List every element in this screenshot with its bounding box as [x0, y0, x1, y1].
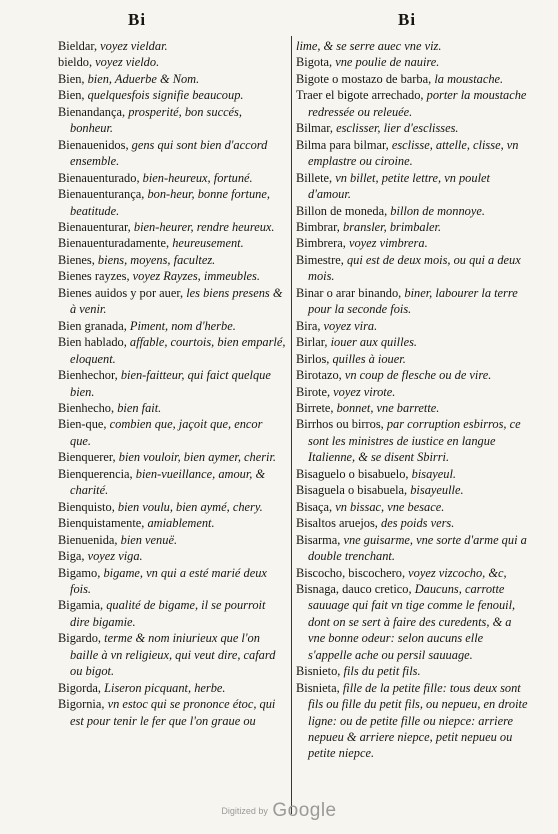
- entry-headword: Bienes,: [58, 252, 95, 267]
- entry-definition: bien voulu, bien aymé, chery.: [114, 499, 263, 514]
- entry-headword: Traer el bigote arrechado,: [296, 88, 424, 103]
- dictionary-entry: [296, 235, 528, 251]
- entry-definition: voyez vieldar.: [97, 39, 168, 53]
- dictionary-entry: [296, 663, 528, 679]
- entry-headword: Bienes rayzes,: [58, 269, 130, 284]
- dictionary-entry: [296, 120, 528, 136]
- entry-definition: amiablement.: [144, 516, 215, 531]
- dictionary-entry: [296, 334, 528, 350]
- entry-definition: Liseron picquant, herbe.: [101, 680, 226, 695]
- entry-definition: combien que, jaçoit que, encor que.: [70, 417, 263, 448]
- dictionary-entry: [296, 318, 528, 334]
- entry-headword: Bimestre,: [296, 252, 344, 267]
- dictionary-entry: [58, 696, 286, 729]
- entry-headword: Birotazo,: [296, 368, 342, 383]
- entry-headword: Bigota,: [296, 55, 333, 70]
- dictionary-entry: [58, 170, 286, 186]
- entry-headword: Birote,: [296, 384, 331, 399]
- entry-headword: Bienhechor,: [58, 368, 118, 383]
- entry-definition: vn estoc qui se prononce étoc, qui est pour tenir le fer que l'on graue ou: [70, 697, 276, 728]
- entry-headword: Bien-que,: [58, 417, 107, 432]
- dictionary-entry: [58, 515, 286, 531]
- entry-definition: par corruption esbirros, ce sont les ministres de iustice en langue Italienne, & se disent Sbirri.: [308, 417, 521, 465]
- dictionary-entry: [58, 87, 286, 103]
- entry-definition: biner, labourer la terre pour la seconde fois.: [308, 285, 518, 317]
- dictionary-entry: [296, 38, 528, 54]
- entry-headword: Bigornia,: [58, 697, 105, 712]
- entry-definition: affable, courtois, bien emparlé, eloquent.: [70, 335, 286, 366]
- dictionary-entry: [58, 318, 286, 334]
- dictionary-entry: [296, 416, 528, 465]
- entry-headword: Binar o arar binando,: [296, 285, 402, 300]
- entry-definition: vn bissac, vne besace.: [332, 499, 445, 514]
- entry-definition: quilles à iouer.: [329, 351, 406, 366]
- entry-definition: fille de la petite fille: tous deux sont fils ou fille du petit fils, ou nepueu, en droite ligne: ou de petite fille ou niepce: arriere nepueu & arriere niepce, petit nepueu ou petite niepce.: [308, 680, 528, 761]
- dictionary-entry: [296, 565, 528, 581]
- entry-headword: Bilmar,: [296, 121, 334, 136]
- dictionary-entry: [296, 466, 528, 482]
- dictionary-entry: [58, 54, 286, 70]
- dictionary-entry: [58, 466, 286, 499]
- entry-headword: Bienauenidos,: [58, 137, 129, 152]
- entry-definition: quelquesfois signifie beaucoup.: [84, 88, 244, 103]
- dictionary-entry: [58, 219, 286, 235]
- dictionary-entry: [58, 285, 286, 318]
- dictionary-entry: [58, 499, 286, 515]
- entry-headword: Bisaguela o bisabuela,: [296, 483, 408, 498]
- entry-headword: Bien,: [58, 88, 85, 103]
- entry-definition: biens, moyens, facultez.: [94, 252, 216, 267]
- entry-definition: esclisse, attelle, clisse, vn emplastre ou ciroine.: [308, 137, 519, 169]
- entry-headword: Birrete,: [296, 400, 334, 415]
- entry-headword: Bienuenida,: [58, 532, 118, 547]
- entry-headword: Bisaça,: [296, 499, 333, 514]
- entry-headword: Bilma para bilmar,: [296, 137, 389, 152]
- entry-headword: Bienauenturança,: [58, 187, 145, 202]
- running-head-left: Bi: [128, 10, 147, 29]
- entry-headword: Billon de moneda,: [296, 203, 388, 218]
- dictionary-entry: [296, 351, 528, 367]
- dictionary-entry: [58, 367, 286, 400]
- entry-headword: Bigorda,: [58, 680, 102, 695]
- entry-headword: Bira,: [296, 318, 321, 333]
- dictionary-entry: [296, 203, 528, 219]
- dictionary-entry: [58, 104, 286, 137]
- entry-definition: bien-heureux, fortuné.: [139, 170, 253, 185]
- dictionary-entry: [296, 54, 528, 70]
- entry-headword: Bien hablado,: [58, 335, 127, 350]
- entry-headword: Bienquistamente,: [58, 516, 145, 531]
- dictionary-entry: [296, 515, 528, 531]
- entry-definition: voyez Rayzes, immeubles.: [129, 269, 260, 284]
- entry-definition: voyez vira.: [320, 318, 378, 333]
- dictionary-entry: [58, 565, 286, 598]
- dictionary-entry: [58, 548, 286, 564]
- digitized-by-label: Digitized by: [221, 806, 268, 816]
- entry-headword: Bisaguelo o bisabuelo,: [296, 466, 409, 481]
- entry-headword: Bienquisto,: [58, 499, 115, 514]
- entry-headword: Bisnaga, dauco cretico,: [296, 581, 412, 596]
- dictionary-entry: [58, 597, 286, 630]
- dictionary-entry: [296, 87, 528, 120]
- entry-definition: bonnet, vne barrette.: [333, 400, 440, 415]
- entry-headword: Bienquerer,: [58, 450, 116, 465]
- entry-definition: iouer aux quilles.: [327, 335, 417, 350]
- dictionary-entry: [58, 38, 286, 54]
- entry-headword: Bienauenturado,: [58, 170, 140, 185]
- entry-definition: Daucuns, carrotte sauuage qui fait vn tige comme le fenouil, dont on se sert à faire des curedents, & a vne bonne odeur: selon aucuns elle s'appelle ache ou persil sauuage.: [308, 581, 516, 662]
- entry-headword: bieldo,: [58, 55, 93, 70]
- entry-definition: vn billet, petite lettre, vn poulet d'amour.: [308, 170, 490, 202]
- dictionary-entry: [296, 252, 528, 285]
- entry-headword: Bisnieto,: [296, 664, 341, 679]
- dictionary-entry: [296, 482, 528, 498]
- entry-definition: bon-heur, bonne fortune, beatitude.: [70, 187, 270, 218]
- entry-definition: vne guisarme, vne sorte d'arme qui a double trenchant.: [308, 532, 527, 564]
- dictionary-entry: [296, 680, 528, 762]
- entry-headword: Birlos,: [296, 351, 330, 366]
- dictionary-entry: [296, 532, 528, 565]
- entry-headword: Bienandança,: [58, 104, 126, 119]
- left-column: [58, 38, 286, 729]
- entry-definition: voyez vizcocho, &c,: [405, 565, 507, 580]
- dictionary-entry: [296, 71, 528, 87]
- entry-headword: Bimbrera,: [296, 236, 346, 251]
- entry-definition: bien fait.: [114, 400, 162, 415]
- entry-headword: Bigote o mostazo de barba,: [296, 71, 432, 86]
- entry-definition: bisayeulle.: [407, 483, 464, 498]
- dictionary-entry: [296, 219, 528, 235]
- entry-definition: billon de monnoye.: [387, 203, 485, 218]
- entry-headword: Bigamia,: [58, 598, 104, 613]
- dictionary-entry: [296, 285, 528, 318]
- entry-headword: Bigardo,: [58, 631, 102, 646]
- dictionary-entry: [296, 367, 528, 383]
- entry-definition: gens qui sont bien d'accord ensemble.: [70, 137, 268, 169]
- entry-definition: voyez virote.: [330, 384, 396, 399]
- entry-headword: Bienes auidos y por auer,: [58, 285, 184, 300]
- entry-headword: Bieldar,: [58, 39, 98, 53]
- entry-definition: voyez vieldo.: [92, 55, 160, 70]
- entry-definition: bien vouloir, bien aymer, cherir.: [115, 450, 277, 465]
- dictionary-entry: [296, 400, 528, 416]
- dictionary-entry: [58, 334, 286, 367]
- dictionary-entry: [58, 137, 286, 170]
- dictionary-entry: [58, 630, 286, 679]
- entry-definition: les biens presens & à venir.: [70, 285, 283, 317]
- entry-definition: voyez viga.: [84, 549, 143, 564]
- entry-definition: bisayeul.: [408, 466, 457, 481]
- dictionary-entry: [58, 186, 286, 219]
- entry-definition: des poids vers.: [377, 516, 455, 531]
- entry-definition: Piment, nom d'herbe.: [126, 318, 236, 333]
- entry-definition: heureusement.: [169, 236, 244, 251]
- entry-headword: Bisnieta,: [296, 680, 340, 695]
- entry-definition: bien-faitteur, qui faict quelque bien.: [70, 368, 271, 399]
- running-head-right: Bi: [398, 10, 417, 29]
- entry-headword: Bienhecho,: [58, 400, 115, 415]
- entry-headword: Bisarma,: [296, 532, 341, 547]
- entry-headword: Bienquerencia,: [58, 466, 133, 481]
- entry-definition: bien-vueillance, amour, & charité.: [70, 466, 266, 498]
- google-wordmark: Google: [272, 800, 337, 821]
- entry-headword: Bisaltos aruejos,: [296, 516, 378, 531]
- dictionary-entry: [58, 449, 286, 465]
- dictionary-entry: [58, 235, 286, 251]
- entry-definition: terme & nom iniurieux que l'on baille à vn religieux, qui veut dire, cafard ou bigot.: [70, 631, 276, 679]
- dictionary-entry: [296, 499, 528, 515]
- entry-headword: Bimbrar,: [296, 219, 340, 234]
- dictionary-entry: [58, 532, 286, 548]
- dictionary-entry: [58, 400, 286, 416]
- dictionary-entry: [296, 170, 528, 203]
- digitization-watermark: [0, 800, 558, 822]
- entry-definition: porter la moustache redressée ou releuée.: [308, 88, 527, 119]
- entry-definition: bransler, brimbaler.: [339, 219, 442, 234]
- entry-definition: fils du petit fils.: [340, 664, 421, 679]
- entry-headword: Biga,: [58, 549, 85, 564]
- dictionary-entry: [58, 252, 286, 268]
- dictionary-entry: [296, 137, 528, 170]
- entry-headword: Billete,: [296, 170, 333, 185]
- dictionary-entry: [58, 680, 286, 696]
- dictionary-entry: [296, 384, 528, 400]
- entry-headword: Bien,: [58, 71, 85, 86]
- entry-definition: bigame, vn qui a esté marié deux fois.: [70, 565, 267, 596]
- entry-headword: Birlar,: [296, 335, 328, 350]
- entry-definition: bien venuë.: [117, 532, 178, 547]
- dictionary-entry: [58, 416, 286, 449]
- dictionary-entry: [296, 581, 528, 663]
- entry-definition: vn coup de flesche ou de vire.: [341, 368, 492, 383]
- right-column: [296, 38, 528, 762]
- entry-definition: bien, Aduerbe & Nom.: [84, 71, 200, 86]
- entry-definition: qui est de deux mois, ou qui a deux mois.: [308, 252, 521, 284]
- entry-definition: qualité de bigame, il se pourroit dire bigamie.: [70, 598, 266, 629]
- entry-definition: bien-heurer, rendre heureux.: [130, 219, 275, 234]
- entry-headword: Bigamo,: [58, 565, 101, 580]
- entry-definition: la moustache.: [431, 71, 504, 86]
- entry-definition: prosperité, bon succés, bonheur.: [70, 104, 242, 136]
- dictionary-entry: [58, 268, 286, 284]
- entry-definition: voyez vimbrera.: [345, 236, 428, 251]
- entry-definition: esclisser, lier d'esclisses.: [333, 121, 459, 136]
- dictionary-entry: [58, 71, 286, 87]
- column-divider: [291, 36, 292, 814]
- entry-headword: Birrhos ou birros,: [296, 417, 384, 432]
- entry-headword: Bienauenturadamente,: [58, 236, 170, 251]
- entry-definition: lime, & se serre auec vne viz.: [296, 39, 442, 53]
- entry-headword: Bienauenturar,: [58, 219, 131, 234]
- entry-headword: Biscocho, biscochero,: [296, 565, 406, 580]
- entry-definition: vne poulie de nauire.: [332, 55, 440, 70]
- entry-headword: Bien granada,: [58, 318, 127, 333]
